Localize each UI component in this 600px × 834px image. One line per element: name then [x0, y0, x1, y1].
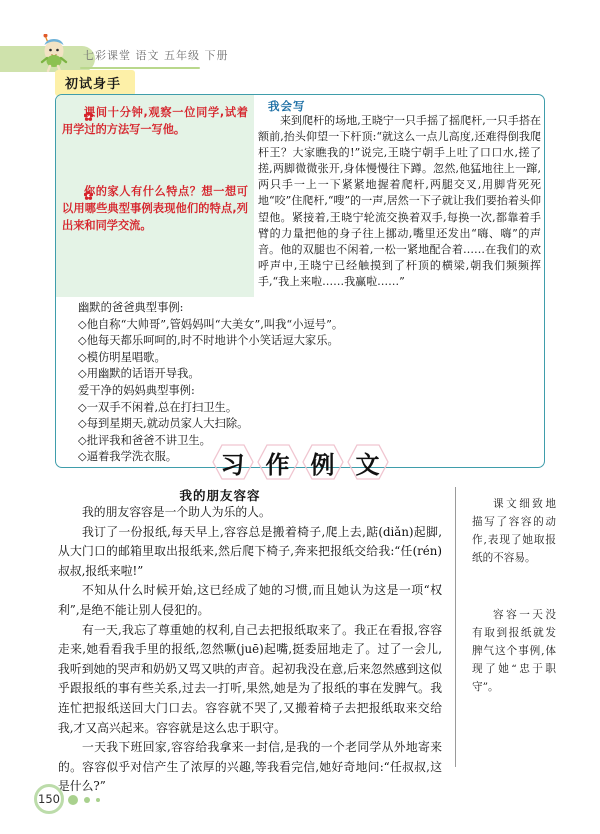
footer-dot-medium — [84, 797, 90, 803]
student-mascot-icon — [34, 34, 74, 72]
xizuo-char: 文 — [355, 449, 380, 479]
page-number: 150 — [38, 792, 60, 806]
margin-note-2: 容容一天没有取到报纸就发脾气这个事例,体现了她“忠于职守”。 — [472, 609, 556, 693]
list-item: ◇模仿明星唱歌。 — [78, 350, 166, 364]
article-paragraph: 我订了一份报纸,每天早上,容容总是搬着椅子,爬上去,踮(diǎn)起脚,从大门口的邮箱里取出报纸来,然后爬下椅子,奔来把报纸交给我:“任(rén)叔叔,报纸来啦!” — [58, 524, 442, 578]
hex-char-3 — [302, 443, 344, 481]
hex-char-1 — [212, 443, 254, 481]
article-body — [58, 503, 442, 797]
header-underline — [80, 67, 200, 69]
page-number-ring — [34, 784, 64, 814]
article-title: 我的朋友容容 — [179, 488, 261, 503]
list-item: ◇他每天都乐呵呵的,时不时地讲个小笑话逗大家乐。 — [78, 334, 339, 348]
page-header — [0, 34, 600, 70]
header-breadcrumb: 七彩课堂 语文 五年级 下册 — [83, 49, 229, 62]
prompt-text-1: 课间十分钟,观察一位同学,试着用学过的方法写一写他。 — [62, 106, 248, 136]
typical-examples-list — [78, 300, 408, 466]
list-item: ◇每到星期天,就动员家人大扫除。 — [78, 417, 249, 431]
xizuo-char: 习 — [220, 449, 245, 479]
margin-note-1: 课文细致地描写了容容的动作,表现了她取报纸的不容易。 — [472, 498, 556, 564]
article-paragraph: 有一天,我忘了尊重她的权利,自己去把报纸取来了。我正在看报,容容走来,她看看我手里的报纸,忽然噘(juē)起嘴,挺委屈地走了。过了一会儿,我听到她的哭声和奶奶又骂又哄的声音。起初我没在意,后来忽然感到这似乎跟报纸的事有些关系,过去一打听,果然,她是为了报纸的事在发脾气。我连忙把报纸送回大门口去。容容就不哭了,又搬着椅子去把报纸取来交给我,才又高兴起来。容容就是这么忠于职守。 — [58, 622, 442, 735]
wohuixie-heading: 我会写 — [268, 99, 306, 113]
article-paragraph: 不知从什么时候开始,这已经成了她的习惯,而且她认为这是一项“权利”,是绝不能让别人侵犯的。 — [58, 583, 442, 617]
list-item: ◇一双手不闲着,总在打扫卫生。 — [78, 400, 238, 414]
section-tag-chushishenshou: 初试身手 — [55, 70, 135, 96]
xizuo-char: 作 — [265, 449, 290, 479]
article-paragraph: 我的朋友容容是一个助人为乐的人。 — [82, 505, 271, 519]
page-footer — [34, 784, 174, 818]
list-item: ◇用幽默的话语开导我。 — [78, 367, 200, 381]
footer-dot-large — [68, 795, 78, 805]
footer-dot-small — [96, 798, 100, 802]
hex-char-2 — [257, 443, 299, 481]
prompt-text-2: 你的家人有什么特点？想一想可以用哪些典型事例表现他们的特点,列出来和同学交流。 — [62, 185, 248, 232]
xizuo-char: 例 — [310, 449, 335, 479]
article-paragraph: 一天我下班回家,容容给我拿来一封信,是我的一个老同学从外地寄来的。容容似乎对信产生了浓厚的兴趣,等我看完信,她好奇地问:“任叔叔,这是什么?” — [58, 740, 442, 794]
examples-group-1-heading: 幽默的爸爸典型事例: — [78, 301, 184, 314]
examples-group-2-heading: 爱干净的妈妈典型事例: — [78, 383, 195, 397]
list-item: ◇他自称“大帅哥”,管妈妈叫“大美女”,叫我“小逗号”。 — [78, 317, 344, 331]
xizuo-liwen-heading — [0, 443, 600, 481]
wohuixie-sample-text: 来到爬杆的场地,王晓宁一只手摇了摇爬杆,一只手搭在额前,抬头仰望一下杆顶:“就这么一点儿高度,还难得倒我爬杆王？大家瞧我的!”说完,王晓宁朝手上吐了口口水,搓了搓,两脚微微张开,身体慢慢往下蹲。忽然,他猛地往上一蹿,两只手一上一下紧紧地握着爬杆,两腿交叉,用脚背死死地“咬”住爬杆,“嗖”的一声,居然一下子就让我们要抬着头仰望他。紧接着,王晓宁轮流交换着双手,每换一次,都靠着手臂的力量把他的身子往上挪动,嘴里还发出“嗨、嗨”的声音。他的双腿也不闲着,一松一紧地配合着……在我们的欢呼声中,王晓宁已经触摸到了杆顶的横梁,朝我们频频挥手,“我上来啦……我赢啦……” — [258, 114, 541, 288]
list-item: ◇逼着我学洗衣服。 — [78, 450, 178, 464]
list-item: ◇批评我和爸爸不讲卫生。 — [78, 433, 211, 447]
margin-divider — [455, 487, 456, 767]
hex-char-4 — [347, 443, 389, 481]
